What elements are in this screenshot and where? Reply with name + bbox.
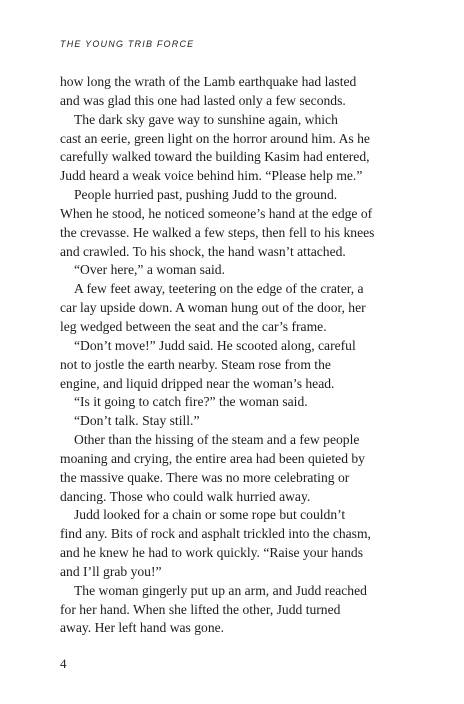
text-line: People hurried past, pushing Judd to the ground. (74, 187, 338, 203)
text-line: and was glad this one had lasted only a few seconds. (60, 92, 346, 108)
body-text (60, 73, 410, 638)
text-line: Judd looked for a chain or some rope but couldn’t (74, 507, 346, 523)
text-line: and he knew he had to work quickly. “Raise your hands (60, 545, 364, 561)
text-line: The dark sky gave way to sunshine again, which (74, 111, 338, 127)
text-line: for her hand. When she lifted the other, Judd turned (60, 601, 341, 617)
text-line: Other than the hissing of the steam and a few people (74, 432, 360, 448)
text-line: and I’ll grab you!” (60, 563, 162, 579)
text-line: A few feet away, teetering on the edge of the crater, a (74, 281, 364, 297)
text-line: the crevasse. He walked a few steps, then fell to his knees (60, 224, 375, 240)
text-line: “Over here,” a woman said. (74, 262, 225, 278)
text-line: find any. Bits of rock and asphalt trickled into the chasm, (60, 526, 371, 542)
text-line: and crawled. To his shock, the hand wasn’t attached. (60, 243, 346, 259)
text-line: engine, and liquid dripped near the woman’s head. (60, 375, 335, 391)
text-line: not to jostle the earth nearby. Steam rose from the (60, 356, 331, 372)
text-line: When he stood, he noticed someone’s hand at the edge of (60, 205, 373, 221)
text-line: how long the wrath of the Lamb earthquake had lasted (60, 74, 357, 89)
text-line: cast an eerie, green light on the horror around him. As he (60, 130, 370, 146)
text-line: Judd heard a weak voice behind him. “Please help me.” (60, 168, 363, 184)
text-line: dancing. Those who could walk hurried away. (60, 488, 311, 504)
text-line: “Don’t move!” Judd said. He scooted along, careful (74, 337, 356, 353)
text-line: car lay upside down. A woman hung out of the door, her (60, 300, 366, 316)
text-line: the massive quake. There was no more celebrating or (60, 469, 350, 485)
text-line: “Don’t talk. Stay still.” (74, 413, 200, 429)
page-number: 4 (60, 656, 67, 671)
text-line: The woman gingerly put up an arm, and Judd reached (74, 582, 367, 598)
text-line: leg wedged between the seat and the car’s frame. (60, 318, 327, 334)
text-line: carefully walked toward the building Kasim had entered, (60, 149, 370, 165)
text-line: moaning and crying, the entire area had been quieted by (60, 450, 365, 466)
text-line: away. Her left hand was gone. (60, 620, 225, 636)
running-head: THE YOUNG TRIB FORCE (60, 39, 195, 49)
text-line: “Is it going to catch fire?” the woman said. (74, 394, 308, 410)
